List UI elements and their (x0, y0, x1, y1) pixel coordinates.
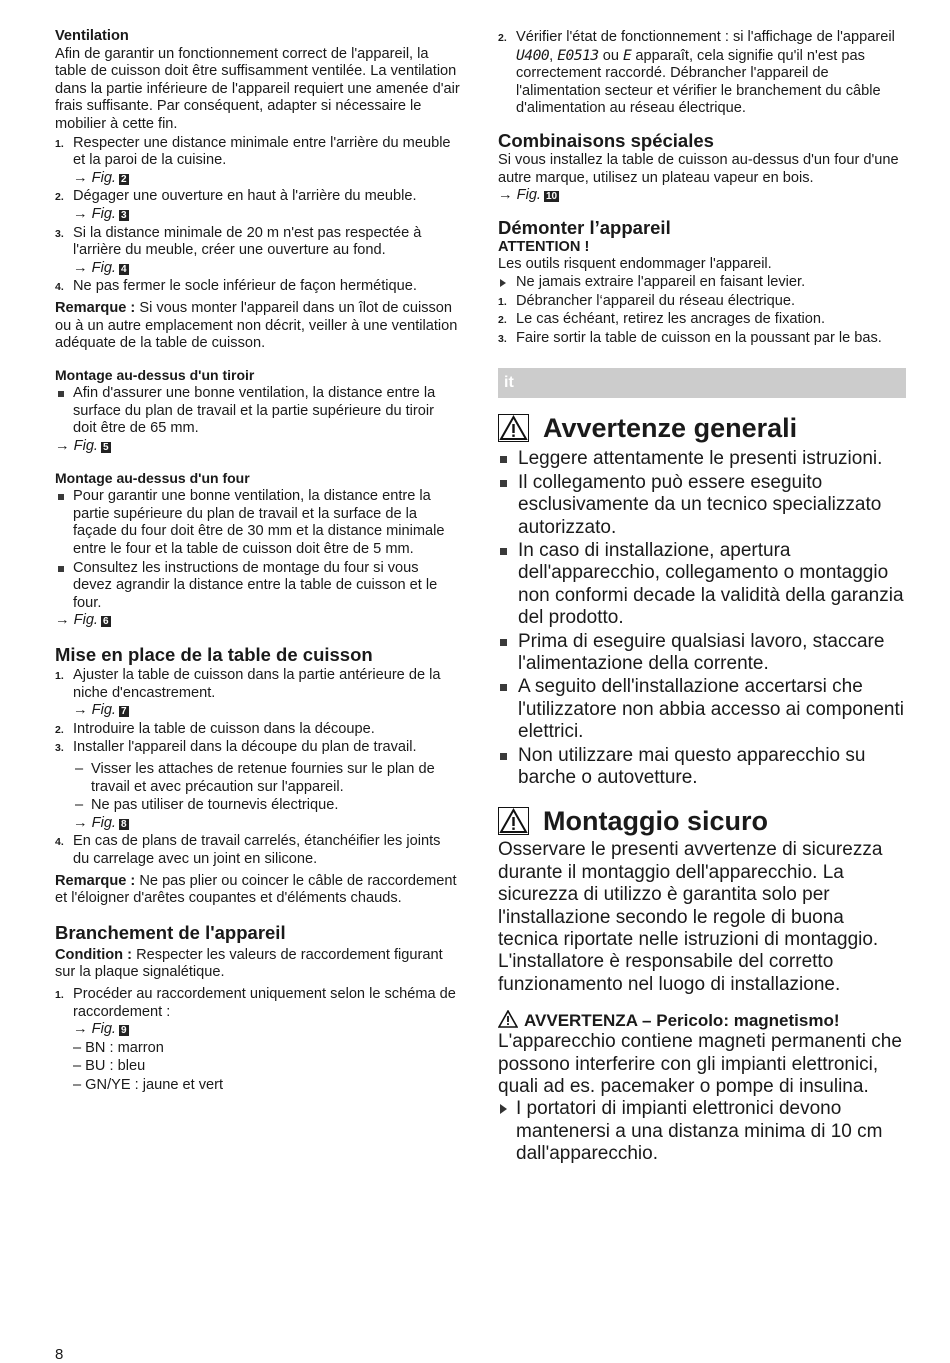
arrow-right-icon: → (73, 702, 88, 719)
bullet-square-icon (58, 391, 64, 397)
figure-number-badge: 3 (120, 209, 127, 221)
list-item: 3. Installer l'appareil dans la découpe du plan de travail. – Visser les attaches de retenue fournies sur le plan de travail et avec précaution sur l'appareil. – Ne pas utiliser de tournevis électrique. → Fig. 8 (55, 739, 460, 832)
display-code: E0513 (557, 46, 599, 64)
list-item (55, 135, 460, 188)
triangle-right-icon (500, 279, 506, 287)
figure-reference: → Fig. 5 (55, 438, 109, 455)
list-item (55, 278, 460, 296)
ventilation-note (55, 300, 460, 353)
placement-note: Remarque : Ne pas plier ou coincer le câble de raccordement et l'éloigner d'arêtes coupantes et d'éléments chauds. (55, 872, 457, 907)
safe-mounting-title: Montaggio sicuro (543, 806, 768, 837)
list-item: Leggere attentamente le presenti istruzioni. (498, 448, 906, 470)
general-warnings-body (498, 448, 906, 789)
list-item: 2. Le cas échéant, retirez les ancrages de fixation. (498, 311, 826, 328)
figure-number-badge: 5 (102, 442, 109, 454)
connection-steps-continued (498, 29, 906, 118)
magnetism-warning-body (498, 1031, 906, 1165)
language-bar: it (498, 368, 906, 398)
general-warnings-list (498, 448, 906, 789)
list-item: Ne jamais extraire l'appareil en faisant levier. (498, 274, 906, 292)
magnetism-warning-text: L'apparecchio contiene magneti permanenti che possono interferire con gli impianti elettronici, quali ad es. pacemaker o pompe di insulina. (498, 1031, 902, 1098)
list-item: Pour garantir une bonne ventilation, la distance entre la partie supérieure du plan de travail et la surface de la façade du four doit être de 30 mm et la distance minimale entre le four et la table de cuisson doit être de 5 mm. (55, 488, 460, 558)
step-number: 1. (55, 988, 64, 1001)
arrow-right-icon: → (55, 612, 70, 629)
display-code: U400 (516, 46, 550, 64)
placement-steps (55, 667, 460, 869)
list-item: Consultez les instructions de montage du four si vous devez agrandir la distance entre la table de cuisson et le four. (55, 560, 460, 613)
list-item: Prima di eseguire qualsiasi lavoro, staccare l'alimentazione della corrente. (498, 631, 906, 676)
connection-steps (55, 986, 460, 1095)
oven-title: Montage au-dessus d'un four (55, 469, 250, 486)
bullet-square-icon (500, 684, 507, 691)
step-number: 2. (55, 723, 64, 736)
safe-mounting-body (498, 839, 906, 996)
arrow-right-icon: → (73, 259, 88, 276)
warning-triangle-icon (498, 414, 529, 442)
special-text: Si vous installez la table de cuisson au-dessus d'un four d'une autre marque, utilisez un plateau vapeur en bois. (498, 151, 899, 186)
step-number: 1. (55, 670, 64, 682)
step-number: 2. (55, 191, 64, 204)
page-number: 8 (55, 1346, 64, 1363)
list-item: – GN/YE : jaune et vert (73, 1076, 224, 1093)
figure-reference: → Fig. 6 (55, 612, 109, 629)
list-item: 1. Ajuster la table de cuisson dans la partie antérieure de la niche d'encastrement. → Fig. 7 (55, 667, 441, 719)
right-column (498, 28, 906, 1166)
list-item: I portatori di impianti elettronici devono mantenersi a una distanza minima di 10 cm dall'apparecchio. (498, 1098, 906, 1165)
list-item: – Visser les attaches de retenue fournies sur le plan de travail et avec précaution sur l'appareil. (75, 760, 435, 795)
figure-reference: → Fig. 2 (73, 169, 127, 186)
dismantle-title: Démonter l’appareil (498, 216, 671, 238)
safe-mounting-heading (498, 805, 906, 837)
figure-reference: → Fig. 3 (73, 205, 127, 222)
oven-bullets (55, 488, 460, 612)
attention-text: Les outils risquent endommager l'appareil. (498, 256, 772, 273)
bullet-square-icon (500, 456, 507, 463)
note-label: Remarque : (55, 299, 136, 316)
bullet-square-icon (500, 548, 507, 555)
drawer-title: Montage au-dessus d'un tiroir (55, 366, 255, 383)
figure-reference: → Fig. 10 (498, 187, 558, 204)
general-warnings-title: Avvertenze generali (543, 413, 798, 444)
list-item: Non utilizzare mai questo apparecchio su barche o autovetture. (498, 745, 906, 790)
list-item (55, 188, 460, 223)
figure-number-badge: 2 (120, 173, 127, 185)
list-item: Afin d'assurer une bonne ventilation, la distance entre la surface du plan de travail et la partie supérieure du tiroir doit être de 65 mm. (55, 385, 460, 438)
list-item: 4. En cas de plans de travail carrelés, étanchéifier les joints du carrelage avec un joint en silicone. (55, 833, 441, 867)
bullet-square-icon (500, 639, 507, 646)
figure-number-badge: 7 (120, 706, 127, 718)
note-text: Si vous monter l'appareil dans un îlot de cuisson ou à un autre emplacement non décrit, veiller à une ventilation adéquate de la table de cuisson. (55, 299, 458, 352)
attention-label: ATTENTION ! (498, 238, 590, 255)
safe-mounting-intro: Osservare le presenti avvertenze di sicurezza durante il montaggio dell'apparecchio. La sicurezza di utilizzo è garantita solo per l'installazione secondo le regole di buona tecnica riportate nelle istruzioni di montaggio. L'installatore è responsabile del corretto funzionamento nel luogo di installazione. (498, 839, 883, 995)
list-item: 1. Débrancher l‘appareil du réseau électrique. (498, 292, 796, 309)
step-text: Si la distance minimale de 20 m n'est pas respectée à l'arrière du meuble, créer une ouverture au fond. (73, 224, 422, 259)
list-item: 3. Faire sortir la table de cuisson en la poussant par le bas. (498, 329, 882, 346)
list-item: 1. Procéder au raccordement uniquement selon le schéma de raccordement : → Fig. 9 – BN : marron – BU : bleu – GN/YE : jaune et vert (55, 986, 460, 1095)
step-text: Respecter une distance minimale entre l'arrière du meuble et la paroi de la cuisine. (73, 134, 451, 169)
arrow-right-icon: → (73, 1021, 88, 1038)
warning-triangle-icon (498, 1010, 518, 1028)
general-warnings-heading (498, 412, 906, 444)
connection-condition: Condition : Respecter les valeurs de raccordement figurant sur la plaque signalétique. (55, 946, 443, 981)
bullet-square-icon (500, 480, 507, 487)
arrow-right-icon: → (73, 169, 88, 186)
step-number: 4. (55, 836, 64, 849)
arrow-right-icon: → (498, 187, 513, 204)
list-item: In caso di installazione, apertura dell'apparecchio, collegamento o montaggio non conformi decade la validità della garanzia del prodotto. (498, 540, 906, 630)
list-item: – BN : marron (73, 1039, 164, 1056)
step-number: 3. (55, 227, 64, 240)
step-number: 2. (498, 32, 507, 44)
drawer-bullets (55, 385, 460, 438)
list-item: 2. Vérifier l'état de fonctionnement : si l'affichage de l'appareil U400, E0513 ou E apparaît, cela signifie qu'il n'est pas correctement raccordé. Débrancher l'appareil de l'alimentation secteur et vérifier le branchement du câble d'alimentation au réseau électrique. (498, 29, 895, 117)
arrow-right-icon: → (55, 438, 70, 455)
list-item: Il collegamento può essere eseguito esclusivamente da un tecnico specializzato autorizzato. (498, 472, 906, 539)
step-number: 3. (55, 742, 64, 755)
step-number: 1. (55, 137, 64, 150)
list-item: A seguito dell'installazione accertarsi che l'utilizzatore non abbia accesso ai componenti elettrici. (498, 676, 906, 743)
warning-triangle-icon (498, 807, 529, 835)
dismantle-steps (498, 293, 906, 348)
display-code: E (623, 46, 632, 64)
list-item (55, 225, 460, 278)
left-column (55, 28, 460, 1094)
triangle-right-icon (500, 1104, 507, 1114)
arrow-right-icon: → (73, 205, 88, 222)
figure-reference: → Fig. 9 (73, 1021, 127, 1038)
connection-title: Branchement de l'appareil (55, 921, 286, 943)
ventilation-steps (55, 135, 460, 296)
figure-reference: → Fig. 4 (73, 259, 127, 276)
magnetism-actions (498, 1098, 906, 1165)
figure-number-badge: 9 (120, 1025, 127, 1037)
bullet-square-icon (58, 494, 64, 500)
figure-number-badge: 8 (120, 818, 127, 830)
placement-title: Mise en place de la table de cuisson (55, 644, 373, 665)
wire-color-list (73, 1040, 460, 1095)
special-title: Combinaisons spéciales (498, 129, 714, 151)
figure-number-badge: 6 (102, 616, 109, 628)
step-text: Ne pas fermer le socle inférieur de façon hermétique. (73, 278, 417, 295)
figure-number-badge: 10 (545, 191, 558, 203)
step-number: 4. (55, 281, 64, 294)
magnetism-warning-title: AVVERTENZA – Pericolo: magnetismo! (498, 1010, 906, 1031)
figure-reference: → Fig. 7 (73, 702, 127, 719)
step-text: Dégager une ouverture en haut à l'arrière du meuble. (73, 188, 417, 205)
figure-reference: → Fig. 8 (73, 814, 127, 831)
bullet-square-icon (500, 753, 507, 760)
figure-number-badge: 4 (120, 263, 127, 275)
attention-actions (498, 274, 906, 292)
list-item: – BU : bleu (73, 1058, 146, 1075)
bullet-square-icon (58, 566, 64, 572)
list-item: 2. Introduire la table de cuisson dans la découpe. (55, 721, 460, 739)
list-item: – Ne pas utiliser de tournevis électrique. (75, 797, 339, 814)
ventilation-intro: Afin de garantir un fonctionnement correct de l'appareil, la table de cuisson doit être suffisamment ventilée. La ventilation dans la partie inférieure de l'appareil requiert une amenée d'air frais suffisante. Par conséquent, adapter si nécessaire le mobilier à cette fin. (55, 45, 460, 132)
ventilation-title: Ventilation (55, 28, 129, 44)
dash-list (73, 761, 460, 815)
arrow-right-icon: → (73, 814, 88, 831)
